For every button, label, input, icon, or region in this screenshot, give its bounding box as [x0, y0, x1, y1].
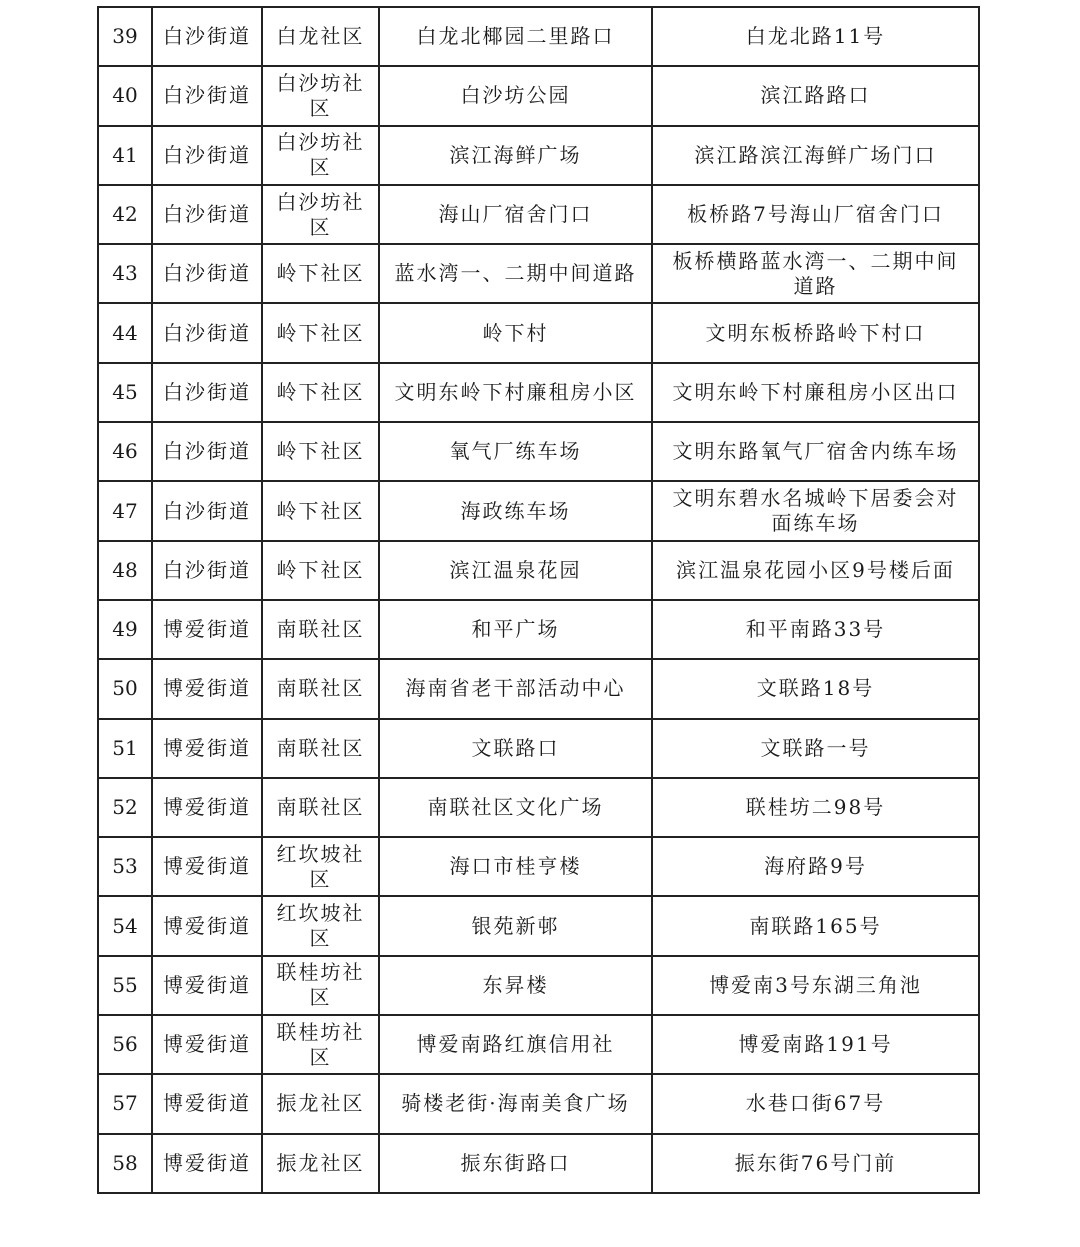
- community-cell: 岭下社区: [262, 422, 379, 481]
- community-cell: 振龙社区: [262, 1074, 379, 1133]
- street-cell: 博爱街道: [152, 896, 262, 955]
- street-cell: 白沙街道: [152, 303, 262, 362]
- row-number: 56: [98, 1015, 152, 1074]
- community-cell: 岭下社区: [262, 541, 379, 600]
- table-row: [98, 541, 979, 600]
- community-cell: 振龙社区: [262, 1134, 379, 1193]
- address-cell: 文明东碧水名城岭下居委会对面练车场: [652, 481, 979, 540]
- street-cell: 博爱街道: [152, 1015, 262, 1074]
- row-number: 42: [98, 185, 152, 244]
- community-cell: 联桂坊社区: [262, 956, 379, 1015]
- location-cell: 海山厂宿舍门口: [379, 185, 652, 244]
- community-cell: 白沙坊社区: [262, 126, 379, 185]
- address-cell: 南联路165号: [652, 896, 979, 955]
- community-cell: 白龙社区: [262, 7, 379, 66]
- address-cell: 滨江路滨江海鲜广场门口: [652, 126, 979, 185]
- table-row: [98, 778, 979, 837]
- location-cell: 滨江海鲜广场: [379, 126, 652, 185]
- street-cell: 白沙街道: [152, 481, 262, 540]
- table-row: [98, 244, 979, 303]
- location-cell: 南联社区文化广场: [379, 778, 652, 837]
- street-cell: 博爱街道: [152, 1074, 262, 1133]
- street-cell: 博爱街道: [152, 1134, 262, 1193]
- community-cell: 联桂坊社区: [262, 1015, 379, 1074]
- row-number: 39: [98, 7, 152, 66]
- table-row: [98, 363, 979, 422]
- row-number: 51: [98, 719, 152, 778]
- table-row: [98, 7, 979, 66]
- table-row: [98, 1074, 979, 1133]
- location-cell: 海南省老干部活动中心: [379, 659, 652, 718]
- location-cell: 海政练车场: [379, 481, 652, 540]
- street-cell: 白沙街道: [152, 7, 262, 66]
- address-cell: 博爱南3号东湖三角池: [652, 956, 979, 1015]
- row-number: 53: [98, 837, 152, 896]
- address-cell: 板桥横路蓝水湾一、二期中间道路: [652, 244, 979, 303]
- street-cell: 博爱街道: [152, 956, 262, 1015]
- location-cell: 氧气厂练车场: [379, 422, 652, 481]
- row-number: 48: [98, 541, 152, 600]
- community-cell: 南联社区: [262, 719, 379, 778]
- table-row: [98, 719, 979, 778]
- row-number: 52: [98, 778, 152, 837]
- street-cell: 博爱街道: [152, 719, 262, 778]
- location-cell: 东昇楼: [379, 956, 652, 1015]
- address-cell: 白龙北路11号: [652, 7, 979, 66]
- street-cell: 白沙街道: [152, 185, 262, 244]
- community-cell: 白沙坊社区: [262, 66, 379, 125]
- location-cell: 博爱南路红旗信用社: [379, 1015, 652, 1074]
- location-cell: 文联路口: [379, 719, 652, 778]
- table-row: [98, 659, 979, 718]
- location-cell: 海口市桂亨楼: [379, 837, 652, 896]
- table-row: [98, 66, 979, 125]
- community-cell: 岭下社区: [262, 363, 379, 422]
- community-cell: 岭下社区: [262, 481, 379, 540]
- street-cell: 博爱街道: [152, 659, 262, 718]
- location-table: [97, 6, 980, 1194]
- row-number: 46: [98, 422, 152, 481]
- street-cell: 白沙街道: [152, 126, 262, 185]
- table-row: [98, 837, 979, 896]
- table-row: [98, 896, 979, 955]
- location-cell: 白龙北椰园二里路口: [379, 7, 652, 66]
- street-cell: 白沙街道: [152, 422, 262, 481]
- address-cell: 水巷口街67号: [652, 1074, 979, 1133]
- community-cell: 白沙坊社区: [262, 185, 379, 244]
- address-cell: 文联路一号: [652, 719, 979, 778]
- address-cell: 海府路9号: [652, 837, 979, 896]
- table-row: [98, 1015, 979, 1074]
- row-number: 41: [98, 126, 152, 185]
- street-cell: 博爱街道: [152, 837, 262, 896]
- location-cell: 岭下村: [379, 303, 652, 362]
- location-cell: 蓝水湾一、二期中间道路: [379, 244, 652, 303]
- row-number: 47: [98, 481, 152, 540]
- address-cell: 滨江路路口: [652, 66, 979, 125]
- community-cell: 红坎坡社区: [262, 837, 379, 896]
- community-cell: 南联社区: [262, 600, 379, 659]
- table-row: [98, 303, 979, 362]
- location-cell: 滨江温泉花园: [379, 541, 652, 600]
- location-cell: 骑楼老街·海南美食广场: [379, 1074, 652, 1133]
- row-number: 45: [98, 363, 152, 422]
- row-number: 50: [98, 659, 152, 718]
- row-number: 43: [98, 244, 152, 303]
- location-cell: 文明东岭下村廉租房小区: [379, 363, 652, 422]
- address-cell: 文明东岭下村廉租房小区出口: [652, 363, 979, 422]
- community-cell: 岭下社区: [262, 303, 379, 362]
- address-cell: 文明东路氧气厂宿舍内练车场: [652, 422, 979, 481]
- table-row: [98, 600, 979, 659]
- row-number: 58: [98, 1134, 152, 1193]
- address-cell: 滨江温泉花园小区9号楼后面: [652, 541, 979, 600]
- community-cell: 南联社区: [262, 659, 379, 718]
- row-number: 44: [98, 303, 152, 362]
- address-cell: 博爱南路191号: [652, 1015, 979, 1074]
- row-number: 54: [98, 896, 152, 955]
- location-cell: 和平广场: [379, 600, 652, 659]
- table-row: [98, 126, 979, 185]
- location-cell: 白沙坊公园: [379, 66, 652, 125]
- row-number: 49: [98, 600, 152, 659]
- address-cell: 和平南路33号: [652, 600, 979, 659]
- row-number: 40: [98, 66, 152, 125]
- table-row: [98, 185, 979, 244]
- table-row: [98, 422, 979, 481]
- table-row: [98, 481, 979, 540]
- table-body: [98, 7, 979, 1193]
- street-cell: 白沙街道: [152, 66, 262, 125]
- row-number: 55: [98, 956, 152, 1015]
- address-cell: 板桥路7号海山厂宿舍门口: [652, 185, 979, 244]
- street-cell: 白沙街道: [152, 363, 262, 422]
- community-cell: 岭下社区: [262, 244, 379, 303]
- location-cell: 银苑新邨: [379, 896, 652, 955]
- row-number: 57: [98, 1074, 152, 1133]
- community-cell: 南联社区: [262, 778, 379, 837]
- street-cell: 博爱街道: [152, 778, 262, 837]
- address-cell: 联桂坊二98号: [652, 778, 979, 837]
- community-cell: 红坎坡社区: [262, 896, 379, 955]
- location-cell: 振东街路口: [379, 1134, 652, 1193]
- street-cell: 白沙街道: [152, 244, 262, 303]
- street-cell: 白沙街道: [152, 541, 262, 600]
- address-cell: 文明东板桥路岭下村口: [652, 303, 979, 362]
- table-row: [98, 1134, 979, 1193]
- address-cell: 振东街76号门前: [652, 1134, 979, 1193]
- table-row: [98, 956, 979, 1015]
- street-cell: 博爱街道: [152, 600, 262, 659]
- address-cell: 文联路18号: [652, 659, 979, 718]
